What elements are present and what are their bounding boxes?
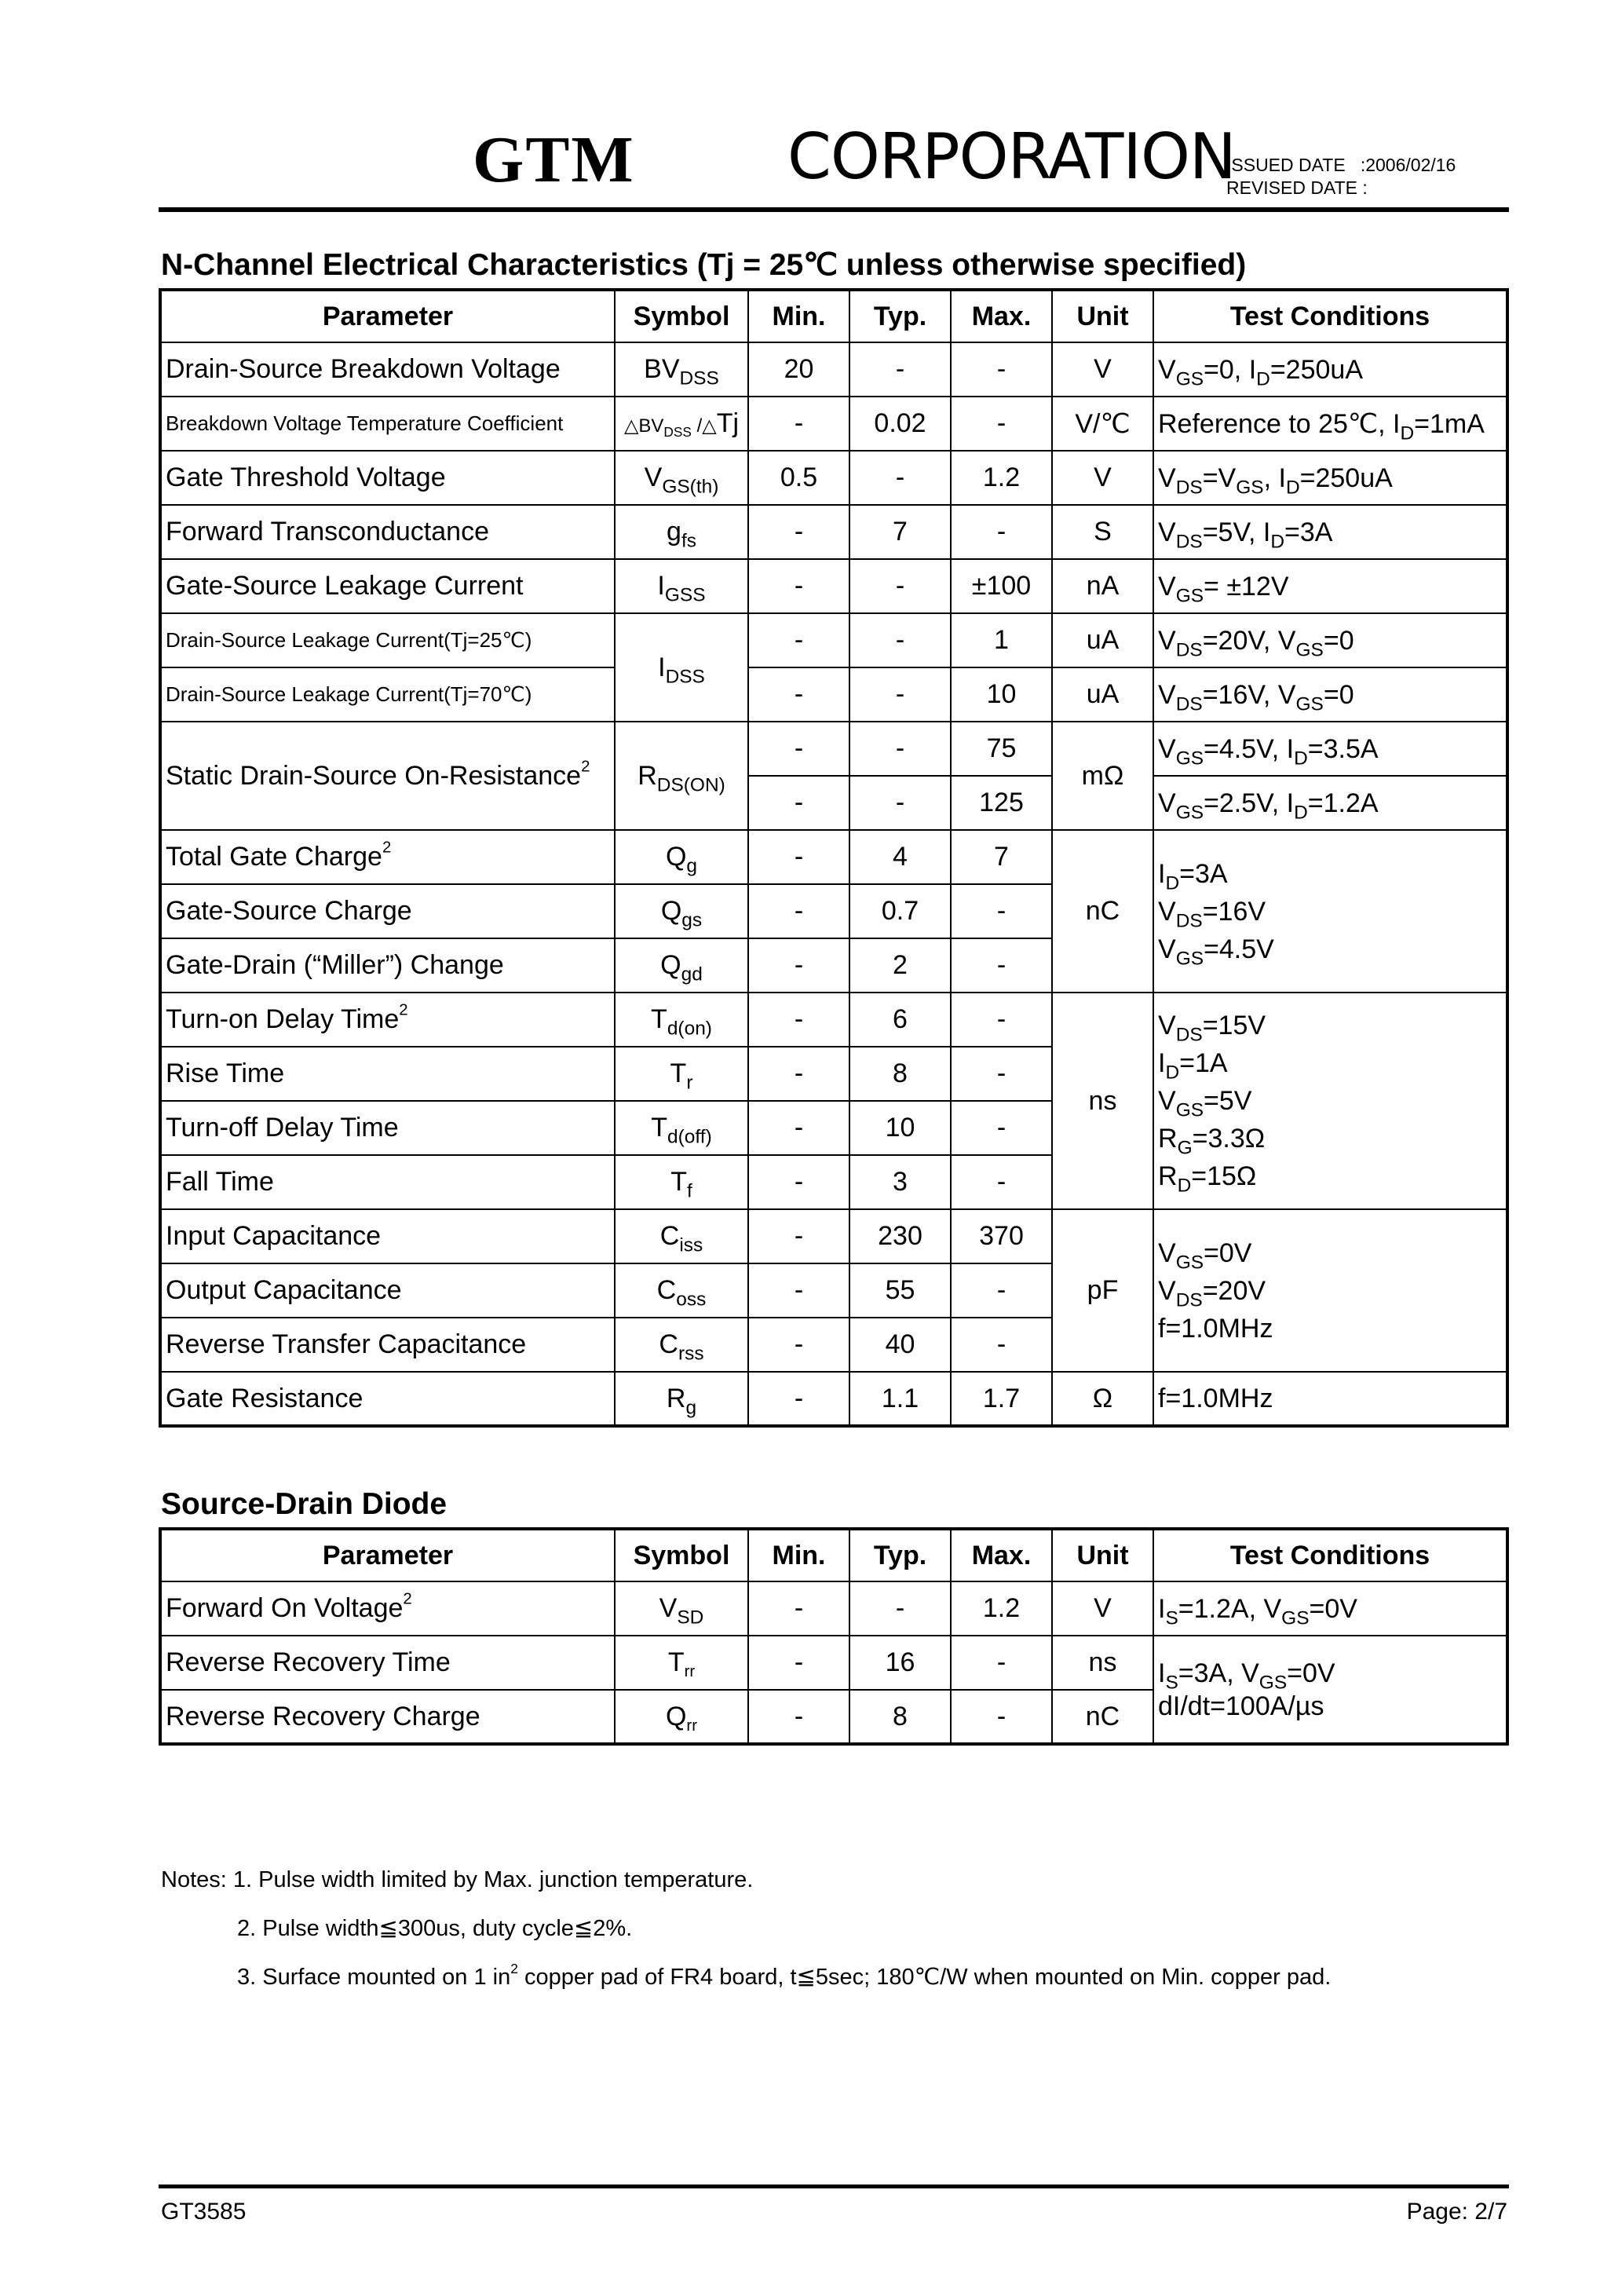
- param-cell: Reverse Recovery Charge: [160, 1690, 615, 1744]
- condition-cell: $V_{DS}=V_{GS}$, $I_D=250uA$: [1153, 451, 1507, 505]
- param-cell: Gate Resistance: [160, 1372, 615, 1426]
- unit-cell: V/℃: [1052, 397, 1153, 451]
- condition-cell: $I_D=3A$ $V_{DS}=16V$ $V_{GS}=4.5V$: [1153, 830, 1507, 993]
- col-header: Parameter: [160, 1529, 615, 1581]
- param-cell: Gate-Source Leakage Current: [160, 559, 615, 613]
- typ-cell: -: [849, 342, 951, 397]
- symbol-cell: $T_f$: [615, 1155, 748, 1209]
- table-row: [160, 397, 1507, 451]
- condition-cell: $V_{GS}=0$, $I_D=250uA$: [1153, 342, 1507, 397]
- unit-cell: uA: [1052, 667, 1153, 722]
- max-cell: -: [951, 1155, 1052, 1209]
- typ-cell: 4: [849, 830, 951, 884]
- revised-date-label: REVISED DATE :: [1226, 177, 1368, 198]
- typ-cell: -: [849, 667, 951, 722]
- col-header: Test Conditions: [1153, 1529, 1507, 1581]
- condition-cell: $V_{GS}=4.5V$, $I_D=3.5A$: [1153, 722, 1507, 776]
- min-cell: -: [748, 667, 849, 722]
- symbol-cell: $T_{d(off)}$: [615, 1101, 748, 1155]
- min-cell: -: [748, 613, 849, 667]
- max-cell: -: [951, 397, 1052, 451]
- condition-cell: $V_{DS}=15V$ $I_D=1A$ $V_{GS}=5V$ $R_G=3.3\Omega$ $R_D=15\Omega$: [1153, 993, 1507, 1209]
- condition-cell: $V_{DS}=5V$, $I_D=3A$: [1153, 505, 1507, 559]
- condition-cell: $I_S=1.2A$, $V_{GS}=0V$: [1153, 1581, 1507, 1636]
- table-row: [160, 613, 1507, 667]
- min-cell: -: [748, 1209, 849, 1263]
- max-cell: -: [951, 884, 1052, 938]
- table-row: [160, 342, 1507, 397]
- param-cell: Forward On Voltage$^2$: [160, 1581, 615, 1636]
- col-header: Unit: [1052, 1529, 1153, 1581]
- unit-cell: nA: [1052, 559, 1153, 613]
- symbol-cell: $Q_{rr}$: [615, 1690, 748, 1744]
- symbol-cell: $V_{GS(th)}$: [615, 451, 748, 505]
- min-cell: -: [748, 776, 849, 830]
- table-row: [160, 993, 1507, 1047]
- col-header: Min.: [748, 290, 849, 342]
- part-number: GT3585: [161, 2199, 247, 2225]
- table-row: [160, 667, 1507, 722]
- typ-cell: 0.7: [849, 884, 951, 938]
- symbol-cell: $R_{DS(ON)}$: [615, 722, 748, 830]
- max-cell: 10: [951, 667, 1052, 722]
- min-cell: -: [748, 1372, 849, 1426]
- page-number: Page: 2/7: [1406, 2199, 1507, 2225]
- param-cell: Gate-Source Charge: [160, 884, 615, 938]
- unit-cell: V: [1052, 342, 1153, 397]
- source-drain-section-title: Source-Drain Diode: [161, 1487, 448, 1521]
- min-cell: 20: [748, 342, 849, 397]
- typ-cell: 1.1: [849, 1372, 951, 1426]
- col-header: Symbol: [615, 1529, 748, 1581]
- unit-cell: V: [1052, 451, 1153, 505]
- symbol-cell: $R_g$: [615, 1372, 748, 1426]
- typ-cell: 16: [849, 1636, 951, 1690]
- table-row: [160, 830, 1507, 884]
- condition-cell: f=1.0MHz: [1153, 1372, 1507, 1426]
- param-cell: Drain-Source Leakage Current(Tj=25℃): [160, 613, 615, 667]
- max-cell: 75: [951, 722, 1052, 776]
- col-header: Max.: [951, 290, 1052, 342]
- table-row: [160, 1372, 1507, 1426]
- symbol-cell: $C_{oss}$: [615, 1263, 748, 1318]
- min-cell: -: [748, 884, 849, 938]
- symbol-cell: $T_{rr}$: [615, 1636, 748, 1690]
- param-cell: Breakdown Voltage Temperature Coefficient: [160, 397, 615, 451]
- typ-cell: 2: [849, 938, 951, 993]
- symbol-cell: $T_{d(on)}$: [615, 993, 748, 1047]
- param-cell: Static Drain-Source On-Resistance$^2$: [160, 722, 615, 830]
- param-cell: Input Capacitance: [160, 1209, 615, 1263]
- col-header: Test Conditions: [1153, 290, 1507, 342]
- min-cell: -: [748, 1155, 849, 1209]
- typ-cell: 230: [849, 1209, 951, 1263]
- param-cell: Turn-off Delay Time: [160, 1101, 615, 1155]
- symbol-cell: $I_{GSS}$: [615, 559, 748, 613]
- typ-cell: -: [849, 559, 951, 613]
- unit-cell: nC: [1052, 830, 1153, 993]
- max-cell: -: [951, 1318, 1052, 1372]
- typ-cell: 8: [849, 1690, 951, 1744]
- max-cell: 1.2: [951, 451, 1052, 505]
- table-header-row: [160, 290, 1507, 342]
- col-header: Max.: [951, 1529, 1052, 1581]
- unit-cell: Ω: [1052, 1372, 1153, 1426]
- param-cell: Gate-Drain (“Miller”) Change: [160, 938, 615, 993]
- min-cell: -: [748, 1690, 849, 1744]
- param-cell: Gate Threshold Voltage: [160, 451, 615, 505]
- unit-cell: uA: [1052, 613, 1153, 667]
- condition-cell: $V_{GS}= \pm 12V$: [1153, 559, 1507, 613]
- param-cell: Rise Time: [160, 1047, 615, 1101]
- n-channel-section-title: N-Channel Electrical Characteristics (Tj = 25℃ unless otherwise specified): [161, 248, 1247, 282]
- typ-cell: -: [849, 722, 951, 776]
- param-cell: Turn-on Delay Time$^2$: [160, 993, 615, 1047]
- symbol-cell: $BV_{DSS}$: [615, 342, 748, 397]
- note-3: 3. Surface mounted on 1 $in^2$ copper pad of FR4 board, t≦5sec; 180℃/W when mounted on Min. copper pad.: [237, 1961, 1332, 1990]
- unit-cell: nC: [1052, 1690, 1153, 1744]
- max-cell: 1.2: [951, 1581, 1052, 1636]
- max-cell: -: [951, 993, 1052, 1047]
- symbol-cell: $Q_{gs}$: [615, 884, 748, 938]
- min-cell: -: [748, 830, 849, 884]
- max-cell: 1: [951, 613, 1052, 667]
- min-cell: -: [748, 1581, 849, 1636]
- param-cell: Drain-Source Breakdown Voltage: [160, 342, 615, 397]
- col-header: Min.: [748, 1529, 849, 1581]
- min-cell: -: [748, 397, 849, 451]
- typ-cell: 8: [849, 1047, 951, 1101]
- min-cell: -: [748, 1636, 849, 1690]
- table-row: [160, 722, 1507, 776]
- typ-cell: -: [849, 451, 951, 505]
- footer-rule: [159, 2184, 1509, 2188]
- max-cell: -: [951, 1690, 1052, 1744]
- typ-cell: -: [849, 613, 951, 667]
- max-cell: 7: [951, 830, 1052, 884]
- col-header: Symbol: [615, 290, 748, 342]
- col-header: Typ.: [849, 1529, 951, 1581]
- symbol-cell: $g_{fs}$: [615, 505, 748, 559]
- min-cell: -: [748, 1101, 849, 1155]
- header-rule: [159, 207, 1509, 212]
- typ-cell: -: [849, 776, 951, 830]
- condition-cell: $I_S=3A$, $V_{GS}=0V$ dI/dt=100A/µs: [1153, 1636, 1507, 1744]
- unit-cell: S: [1052, 505, 1153, 559]
- min-cell: -: [748, 559, 849, 613]
- condition-cell: $V_{DS}=20V$, $V_{GS}=0$: [1153, 613, 1507, 667]
- table-row: [160, 559, 1507, 613]
- table-row: [160, 505, 1507, 559]
- corporation-label: CORPORATION: [787, 120, 1236, 193]
- table-header-row: [160, 1529, 1507, 1581]
- min-cell: -: [748, 505, 849, 559]
- param-cell: Forward Transconductance: [160, 505, 615, 559]
- unit-cell: ns: [1052, 1636, 1153, 1690]
- max-cell: 370: [951, 1209, 1052, 1263]
- unit-cell: V: [1052, 1581, 1153, 1636]
- issue-dates: [1226, 154, 1456, 199]
- symbol-cell: $\triangle BV_{DSS}$ /△Tj: [615, 397, 748, 451]
- typ-cell: 55: [849, 1263, 951, 1318]
- col-header: Parameter: [160, 290, 615, 342]
- max-cell: ±100: [951, 559, 1052, 613]
- table-row: [160, 451, 1507, 505]
- param-cell: Reverse Transfer Capacitance: [160, 1318, 615, 1372]
- condition-cell: $V_{DS}=16V$, $V_{GS}=0$: [1153, 667, 1507, 722]
- company-logo: GTM: [473, 123, 635, 196]
- note-2: 2. Pulse width≦300us, duty cycle≦2%.: [237, 1916, 633, 1941]
- typ-cell: 40: [849, 1318, 951, 1372]
- table-row: [160, 1581, 1507, 1636]
- min-cell: -: [748, 1318, 849, 1372]
- min-cell: -: [748, 722, 849, 776]
- max-cell: -: [951, 1263, 1052, 1318]
- max-cell: -: [951, 1636, 1052, 1690]
- condition-cell: Reference to 25℃, $I_D=1mA$: [1153, 397, 1507, 451]
- typ-cell: 10: [849, 1101, 951, 1155]
- condition-cell: $V_{GS}=2.5V$, $I_D=1.2A$: [1153, 776, 1507, 830]
- col-header: Unit: [1052, 290, 1153, 342]
- param-cell: Reverse Recovery Time: [160, 1636, 615, 1690]
- symbol-cell: $V_{SD}$: [615, 1581, 748, 1636]
- table-row: [160, 1636, 1507, 1690]
- min-cell: -: [748, 938, 849, 993]
- min-cell: -: [748, 993, 849, 1047]
- min-cell: 0.5: [748, 451, 849, 505]
- symbol-cell: $Q_g$: [615, 830, 748, 884]
- max-cell: -: [951, 342, 1052, 397]
- typ-cell: 7: [849, 505, 951, 559]
- param-cell: Drain-Source Leakage Current(Tj=70℃): [160, 667, 615, 722]
- unit-cell: pF: [1052, 1209, 1153, 1372]
- note-1: Notes: 1. Pulse width limited by Max. junction temperature.: [161, 1867, 754, 1892]
- issued-date-label: ISSUED DATE: [1226, 155, 1346, 175]
- max-cell: 125: [951, 776, 1052, 830]
- col-header: Typ.: [849, 290, 951, 342]
- issued-date-value: :2006/02/16: [1360, 155, 1456, 175]
- symbol-cell: $C_{iss}$: [615, 1209, 748, 1263]
- max-cell: 1.7: [951, 1372, 1052, 1426]
- typ-cell: -: [849, 1581, 951, 1636]
- table-row: [160, 1209, 1507, 1263]
- max-cell: -: [951, 938, 1052, 993]
- param-cell: Fall Time: [160, 1155, 615, 1209]
- source-drain-diode-table: [159, 1527, 1509, 1746]
- symbol-cell: $Q_{gd}$: [615, 938, 748, 993]
- min-cell: -: [748, 1047, 849, 1101]
- unit-cell: mΩ: [1052, 722, 1153, 830]
- typ-cell: 6: [849, 993, 951, 1047]
- param-cell: Total Gate Charge$^2$: [160, 830, 615, 884]
- n-channel-characteristics-table: [159, 288, 1509, 1428]
- unit-cell: ns: [1052, 993, 1153, 1209]
- symbol-cell: $I_{DSS}$: [615, 613, 748, 722]
- param-cell: Output Capacitance: [160, 1263, 615, 1318]
- condition-cell: $V_{GS}=0V$ $V_{DS}=20V$ f=1.0MHz: [1153, 1209, 1507, 1372]
- max-cell: -: [951, 1101, 1052, 1155]
- min-cell: -: [748, 1263, 849, 1318]
- typ-cell: 3: [849, 1155, 951, 1209]
- symbol-cell: $T_r$: [615, 1047, 748, 1101]
- symbol-cell: $C_{rss}$: [615, 1318, 748, 1372]
- max-cell: -: [951, 505, 1052, 559]
- max-cell: -: [951, 1047, 1052, 1101]
- typ-cell: 0.02: [849, 397, 951, 451]
